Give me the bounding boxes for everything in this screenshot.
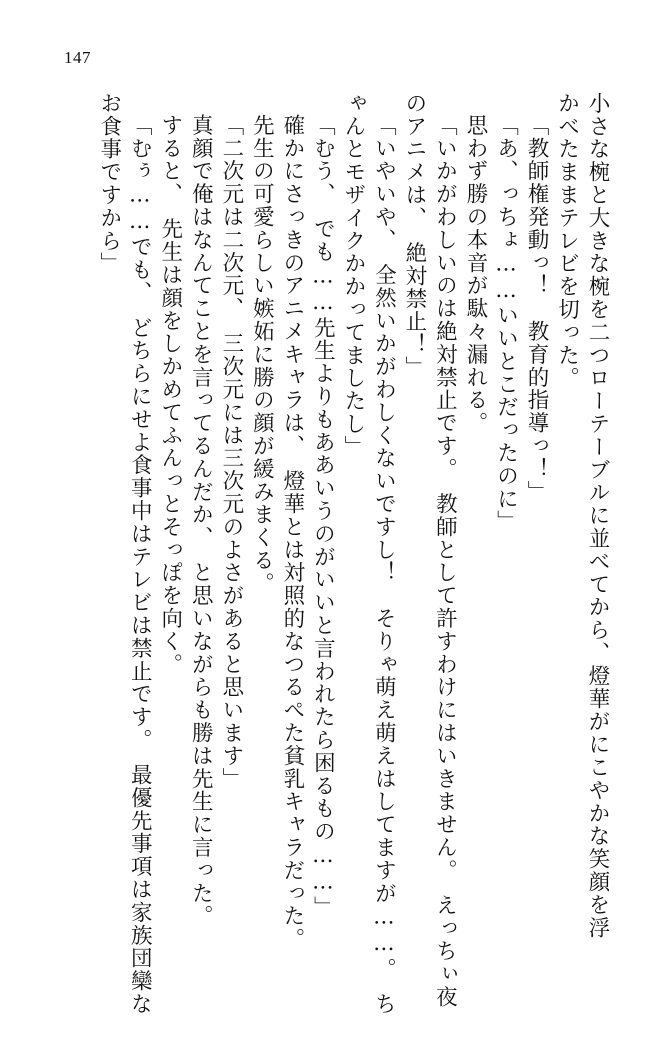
text-line: ゃんとモザイクかかってましたし」 xyxy=(340,92,366,459)
vertical-text-body xyxy=(52,92,612,1022)
text-line: すると、 先生は顔をしかめてふんっとそっぽを向く。 xyxy=(157,114,183,676)
page-number: 147 xyxy=(64,48,91,67)
ruby-base: 「むぅ……でも、 どちらにせよ食事中はテレビは禁止です。 最優先事項は家族団欒な xyxy=(127,114,153,1016)
text-line: 小さな椀と大きな椀を二つローテーブルに並べてから、燈華がにこやかな笑顔を浮 xyxy=(585,92,610,940)
text-line: 先生の可愛らしい嫉妬に勝の顔が緩みまくる。 xyxy=(249,114,275,595)
text-line: 「いかがわしいのは絶対禁止です。 教師として許すわけにはいきません。 えっちぃ夜 xyxy=(432,114,458,1009)
text-line: かべたままテレビを切った。 xyxy=(554,92,580,390)
text-line: 「あ、っちょ……いいとこだったのに」 xyxy=(493,114,519,534)
text-line-ruby-segment xyxy=(127,114,152,1016)
text-line-with-ruby xyxy=(124,92,155,1044)
text-line: 「二次元は二次元、 三次元には三次元のよさがあると思います」 xyxy=(218,114,244,791)
text-line: のアニメは、 絶対禁止！」 xyxy=(401,92,427,379)
text-line: 「教師権発動っ！ 教育的指導っ！」 xyxy=(523,114,549,504)
text-line: 「いやいや、 全然いかがわしくないですし！ そりゃ萌え萌えはしてますが……。 ち xyxy=(371,114,397,1016)
text-line: お食事ですから」 xyxy=(96,92,122,276)
ruby-annotation xyxy=(127,114,152,1016)
text-line: 「むう、 でも……先生よりもああいうのがいいと言われたら困るもの……」 xyxy=(310,114,336,919)
text-line: 真顔で俺はなんてことを言ってるんだか、 と思いながらも勝は先生に言った。 xyxy=(188,114,214,928)
text-line: 思わず勝の本音が駄々漏れる。 xyxy=(462,114,488,435)
text-line: 確かにさっきのアニメキャラは、 燈華とは対照的なつるぺた貧乳キャラだった。 xyxy=(279,114,305,951)
